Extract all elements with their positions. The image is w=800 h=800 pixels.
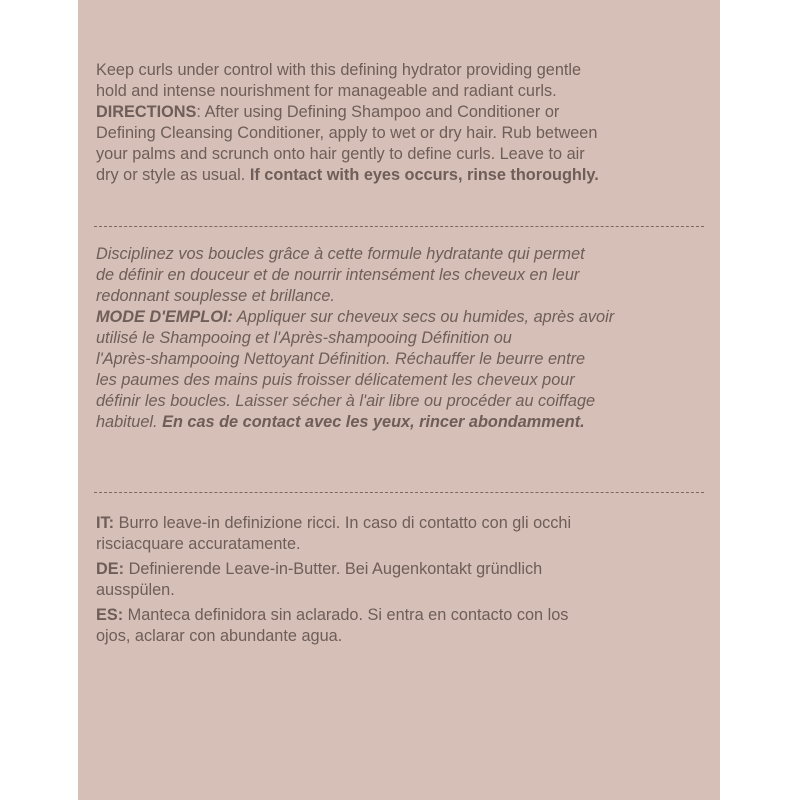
french-mode-line — [96, 307, 696, 328]
italian-line — [96, 513, 696, 534]
directions-text: dry or style as usual. — [96, 166, 250, 184]
italian-line: risciacquare accuratamente. — [96, 535, 301, 553]
french-mode-line: les paumes des mains puis froisser délicatement les cheveux pour — [96, 371, 575, 389]
english-directions-line — [96, 102, 696, 123]
italian-text: Burro leave-in definizione ricci. In caso di contatto con gli occhi — [114, 514, 572, 532]
spanish-text: Manteca definidora sin aclarado. Si entra en contacto con los — [123, 606, 569, 624]
german-label: DE: — [96, 560, 125, 578]
french-mode-line — [96, 412, 696, 433]
multilingual-section — [96, 513, 696, 647]
english-description-line: Keep curls under control with this defining hydrator providing gentle — [96, 61, 582, 79]
french-section — [96, 244, 696, 433]
english-description-line: hold and intense nourishment for manageable and radiant curls. — [96, 82, 557, 100]
mode-emploi-label: MODE D'EMPLOI: — [96, 308, 233, 326]
german-text: Definierende Leave-in-Butter. Bei Augenkontakt gründlich — [124, 560, 543, 578]
spanish-line — [96, 605, 696, 626]
french-mode-line: utilisé le Shampooing et l'Après-shampooing Définition ou — [96, 329, 512, 347]
english-warning: If contact with eyes occurs, rinse thoroughly. — [249, 166, 599, 184]
mode-emploi-text: Appliquer sur cheveux secs ou humides, après avoir — [232, 308, 615, 326]
english-directions-line: Defining Cleansing Conditioner, apply to wet or dry hair. Rub between — [96, 124, 598, 142]
french-warning: En cas de contact avec les yeux, rincer abondamment. — [162, 413, 585, 431]
english-section — [96, 60, 696, 186]
french-description-line: redonnant souplesse et brillance. — [96, 287, 335, 305]
german-line: ausspülen. — [96, 581, 175, 599]
french-description-line: Disciplinez vos boucles grâce à cette formule hydratante qui permet — [96, 245, 585, 263]
spanish-line: ojos, aclarar con abundante agua. — [96, 627, 343, 645]
dashed-divider — [94, 492, 704, 493]
french-mode-line: définir les boucles. Laisser sécher à l'air libre ou procéder au coiffage — [96, 392, 596, 410]
english-directions-line — [96, 165, 696, 186]
french-description-line: de définir en douceur et de nourrir intensément les cheveux en leur — [96, 266, 580, 284]
dashed-divider — [94, 226, 704, 227]
spanish-label: ES: — [96, 606, 124, 624]
directions-label: DIRECTIONS — [96, 103, 197, 121]
italian-label: IT: — [96, 514, 115, 532]
english-directions-line: your palms and scrunch onto hair gently to define curls. Leave to air — [96, 145, 585, 163]
mode-emploi-text: habituel. — [96, 413, 163, 431]
directions-text: : After using Defining Shampoo and Conditioner or — [196, 103, 560, 121]
german-line — [96, 559, 696, 580]
french-mode-line: l'Après-shampooing Nettoyant Définition. Réchauffer le beurre entre — [96, 350, 586, 368]
